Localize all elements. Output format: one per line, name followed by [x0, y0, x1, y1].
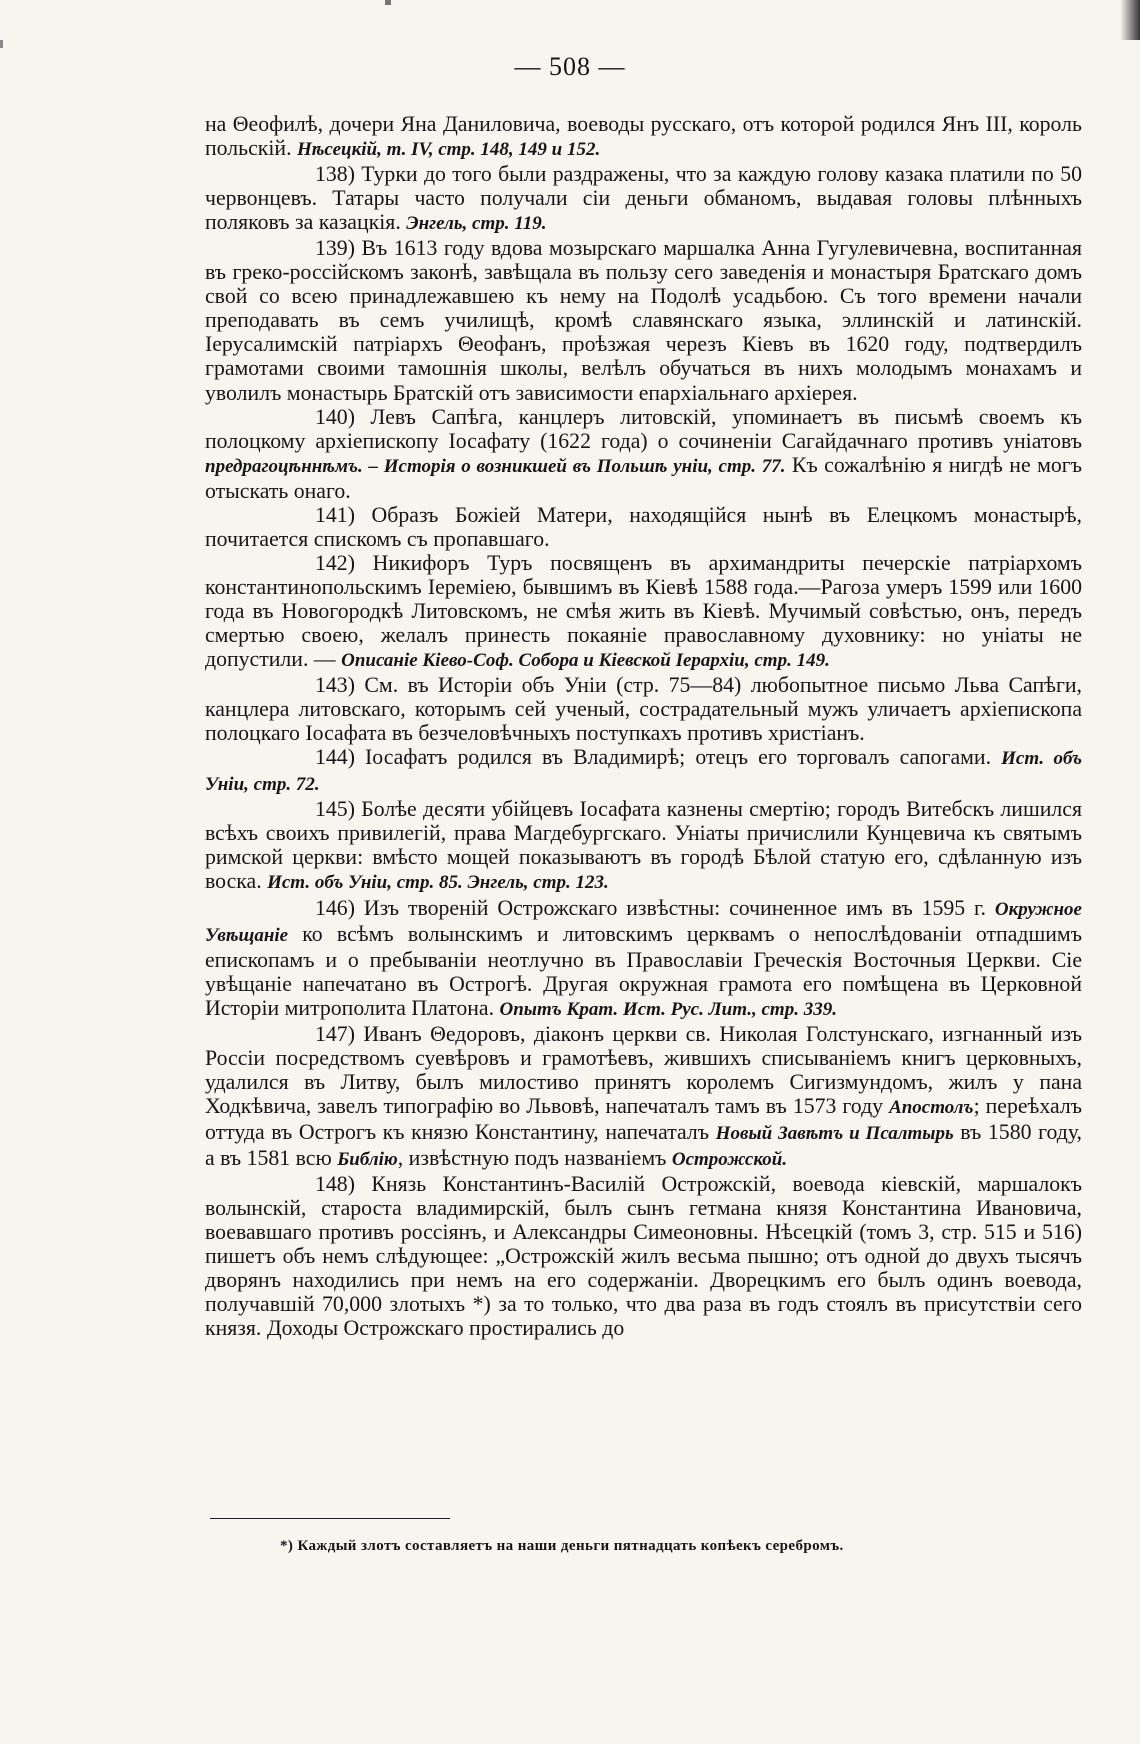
citation: Библію — [337, 1148, 398, 1170]
note-140 — [205, 405, 1082, 503]
note-146 — [205, 896, 1082, 1022]
footnote-divider — [210, 1518, 450, 1519]
note-144 — [205, 745, 1082, 797]
citation: предрагоцѣннѣмъ. – Исторія о возникшей въ Польшѣ уніи, стр. 77. — [205, 455, 786, 477]
paragraph-continuation — [205, 112, 1082, 162]
scan-artifact — [385, 0, 391, 5]
paragraph-text: 147) Иванъ Θедоровъ, діаконъ церкви св. Николая Голстунскаго, изгнанный изъ Россіи посредствомъ суевѣровъ и грамотѣевъ, жившихъ списываніемъ книгъ церковныхъ, удалился въ Литву, былъ милостиво принятъ королемъ Сигизмундомъ, жилъ у пана Ходкѣвича, завелъ типографію во Львовѣ, напечаталъ тамъ въ 1573 году — [205, 1021, 1082, 1118]
citation: Энгель, стр. 119. — [406, 213, 547, 235]
paragraph-text: ко всѣмъ волынскимъ и литовскимъ церквамъ о непослѣдованіи отпадшимъ епископамъ и о пребываніи неотлучно въ Православіи Греческія Восточныя Церкви. Сіе увѣщаніе напечатано въ Острогѣ. Другая окружная грамота его помѣщена въ Церковной Исторіи митрополита Платона. — [205, 921, 1082, 1020]
paragraph-text: Къ сожалѣнію я нигдѣ не могъ отыскать онаго. — [205, 452, 1082, 503]
note-142 — [205, 551, 1082, 673]
paragraph-text: въ 1580 году, а въ 1581 всю — [205, 1119, 1083, 1170]
citation: Описаніе Кіево-Соф. Собора и Кіевской Іерархіи, стр. 149. — [341, 650, 830, 672]
paragraph-text: ; переѣхалъ оттуда въ Острогъ къ князю Константину, напечаталъ — [205, 1093, 1082, 1144]
scan-artifact — [1120, 0, 1140, 40]
footnote: *) Каждый злотъ составляетъ на наши деньги пятнадцать копѣекъ серебромъ. — [280, 1538, 844, 1554]
citation: Острожской. — [671, 1148, 788, 1170]
page-number: — 508 — — [514, 52, 626, 81]
paragraph-text: 148) Князь Константинъ-Василій Острожскій, воевода кіевскій, маршалокъ волынскій, староста владимирскій, былъ сынъ гетмана князя Константина Ивановича, воевавшаго противъ россіянъ, и Александры Симеоновны. Нѣсецкій (томъ 3, стр. 515 и 516) пишетъ объ немъ слѣдующее: „Острожскій жилъ весьма пышно; отъ одной до двухъ тысячъ дворянъ находились при немъ на его содержаніи. Дворецкимъ его былъ одинъ воевода, получавшій 70,000 злотыхъ *) за то только, что два раза въ годъ стоялъ въ присутствіи сего князя. Доходы Острожскаго простирались до — [205, 1172, 1082, 1341]
paragraph-text: 139) Въ 1613 году вдова мозырскаго маршалка Анна Гугулевичевна, воспитанная въ греко-россійскомъ законѣ, завѣщала въ пользу сего заведенія и монастыря Братскаго домъ свой со всею принадлежавшею къ нему на Подолѣ усадьбою. Съ того времени начали преподавать въ семъ училищѣ, кромѣ славянскаго языка, эллинскій и латинскій. Іерусалимскій патріархъ Θеофанъ, проѣзжая черезъ Кіевъ въ 1620 году, подтвердилъ грамотами своими тамошнія школы, велѣлъ обучаться въ нихъ молодымъ монахамъ и уволилъ монастырь Братскій отъ зависимости епархіальнаго архіерея. — [205, 236, 1082, 405]
paragraph-text: 138) Турки до того были раздражены, что за каждую голову казака платили по 50 червонцевъ. Татары часто получали сіи деньги обманомъ, выдавая головы плѣнныхъ поляковъ за казацкія. — [205, 162, 1082, 235]
paragraph-text: 143) См. въ Исторіи объ Уніи (стр. 75—84) любопытное письмо Льва Сапѣги, канцлера литовскаго, которымъ сей ученый, сострадательный мужъ уличаетъ архіепископа полоцкаго Іосафата въ безчеловѣчныхъ поступкахъ противъ христіанъ. — [205, 673, 1082, 746]
paragraph-text: , извѣстную подъ названіемъ — [397, 1145, 672, 1170]
citation: Нѣсецкій, т. IV, стр. 148, 149 и 152. — [296, 139, 601, 161]
paragraph-text: 145) Болѣе десяти убійцевъ Іосафата казнены смертію; городъ Витебскъ лишился всѣхъ своихъ привилегій, права Магдебургскаго. Уніаты причислили Кунцевича къ святымъ римской церкви: вмѣсто мощей показываютъ въ городѣ Бѣлой статую его, сдѣланную изъ воска. — [205, 797, 1082, 894]
paragraph-text: 141) Образъ Божіей Матери, находящійся нынѣ въ Елецкомъ монастырѣ, почитается спискомъ съ пропавшаго. — [205, 502, 1082, 551]
notes-text-block — [205, 112, 1082, 1340]
note-148 — [205, 1172, 1082, 1340]
note-147 — [205, 1022, 1082, 1172]
paragraph-text: на Θеофилѣ, дочери Яна Даниловича, воеводы русскаго, отъ которой родился Янъ III, король польскій. — [205, 112, 1082, 161]
citation: Ист. объ Уніи, стр. 85. Энгель, стр. 123. — [267, 872, 609, 894]
paragraph-text: 146) Изъ твореній Острожскаго извѣстны: сочиненное имъ въ 1595 г. — [315, 895, 995, 920]
paragraph-text: 144) Іосафатъ родился въ Владимирѣ; отецъ его торговалъ сапогами. — [315, 745, 1002, 770]
citation: Опытъ Крат. Ист. Рус. Лит., стр. 339. — [499, 998, 837, 1020]
paragraph-text: 140) Левъ Сапѣга, канцлеръ литовскій, упоминаетъ въ письмѣ своемъ къ полоцкому архіепископу Іосафату (1622 года) о сочиненіи Сагайдачнаго противъ уніатовъ — [205, 404, 1082, 453]
scan-artifact — [0, 40, 3, 48]
citation: Окружное Увѣщаніе — [205, 898, 1082, 946]
paragraph-text: 142) Никифоръ Туръ посвященъ въ архимандриты печерскіе патріархомъ константинопольскимъ Іереміею, бывшимъ въ Кіевѣ 1588 года.—Рагоза умеръ 1599 или 1600 года въ Новогородкѣ Литовскомъ, не смѣя жить въ Кіевѣ. Мучимый совѣстью, онъ, передъ смертью своею, желалъ принесть покаяніе православному духовнику: но уніаты не допустили. — — [205, 550, 1082, 672]
note-141 — [205, 503, 1082, 551]
note-139 — [205, 236, 1082, 404]
note-143 — [205, 673, 1082, 745]
note-138 — [205, 162, 1082, 236]
citation: Ист. объ Уніи, стр. 72. — [205, 748, 1082, 796]
citation: Апостолъ — [889, 1096, 974, 1118]
note-145 — [205, 797, 1082, 895]
citation: Новый Завѣтъ и Псалтырь — [715, 1122, 954, 1144]
